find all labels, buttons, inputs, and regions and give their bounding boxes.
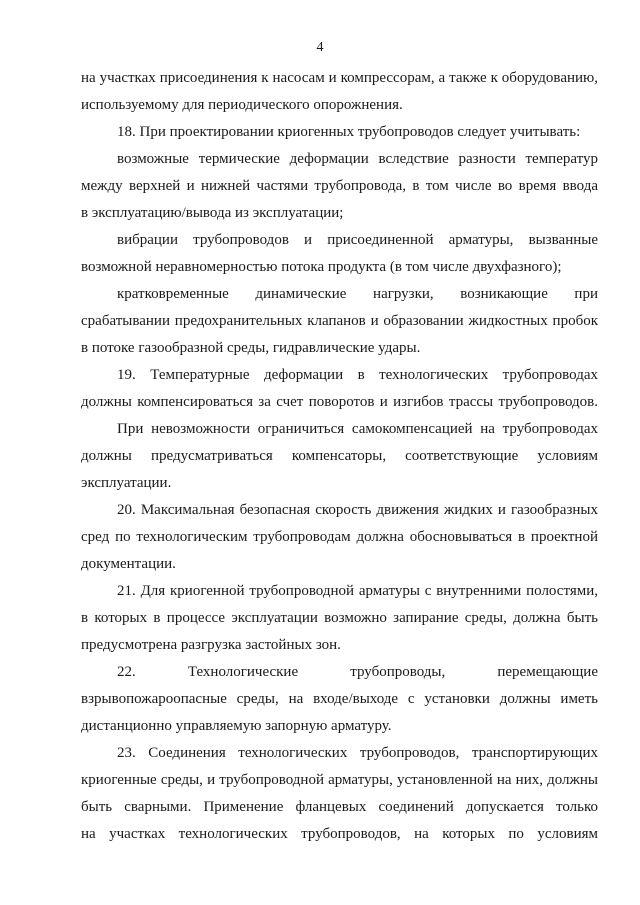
text-line: 23. Соединения технологических трубопроводов, транспортирующих bbox=[117, 745, 598, 761]
text-line: эксплуатации. bbox=[81, 475, 172, 491]
text-line: в потоке газообразной среды, гидравлические удары. bbox=[81, 340, 421, 356]
text-line: на участках присоединения к насосам и компрессорам, а также к оборудованию, bbox=[81, 70, 598, 86]
text-line: в которых в процессе эксплуатации возможно запирание среды, должна быть bbox=[81, 610, 598, 626]
text-line: 19. Температурные деформации в технологических трубопроводах bbox=[117, 367, 598, 383]
text-line: используемому для периодического опорожнения. bbox=[81, 97, 403, 113]
text-line: 21. Для криогенной трубопроводной арматуры с внутренними полостями, bbox=[117, 583, 598, 599]
text-line: взрывопожароопасные среды, на входе/выходе с установки должны иметь bbox=[81, 691, 598, 707]
text-line: между верхней и нижней частями трубопровода, в том числе во время ввода bbox=[81, 178, 598, 194]
text-line: 18. При проектировании криогенных трубопроводов следует учитывать: bbox=[117, 124, 581, 140]
text-line: возможной неравномерностью потока продукта (в том числе двухфазного); bbox=[81, 259, 562, 275]
text-line: 20. Максимальная безопасная скорость движения жидких и газообразных bbox=[117, 502, 598, 518]
text-line: должны предусматриваться компенсаторы, соответствующие условиям bbox=[81, 448, 598, 464]
page-number: 4 bbox=[316, 40, 324, 55]
text-line: сред по технологическим трубопроводам должна обосновываться в проектной bbox=[81, 529, 598, 545]
text-line: должны компенсироваться за счет поворотов и изгибов трассы трубопроводов. bbox=[81, 394, 598, 410]
text-line: 22. Технологические трубопроводы, перемещающие bbox=[117, 664, 598, 680]
text-line: вибрации трубопроводов и присоединенной арматуры, вызванные bbox=[117, 232, 598, 248]
text-line: предусмотрена разгрузка застойных зон. bbox=[81, 637, 341, 653]
text-line: в эксплуатацию/вывода из эксплуатации; bbox=[81, 205, 344, 221]
text-line: При невозможности ограничиться самокомпенсацией на трубопроводах bbox=[117, 421, 598, 437]
text-line: кратковременные динамические нагрузки, возникающие при bbox=[117, 286, 598, 302]
text-line: криогенные среды, и трубопроводной арматуры, установленной на них, должны bbox=[81, 772, 598, 788]
text-line: возможные термические деформации вследствие разности температур bbox=[117, 151, 598, 167]
text-line: документации. bbox=[81, 556, 176, 572]
text-line: дистанционно управляемую запорную арматуру. bbox=[81, 718, 392, 734]
text-line: быть сварными. Применение фланцевых соединений допускается только bbox=[81, 799, 598, 815]
text-line: срабатывании предохранительных клапанов и образовании жидкостных пробок bbox=[81, 313, 598, 329]
text-line: на участках технологических трубопроводов, на которых по условиям bbox=[81, 826, 598, 842]
